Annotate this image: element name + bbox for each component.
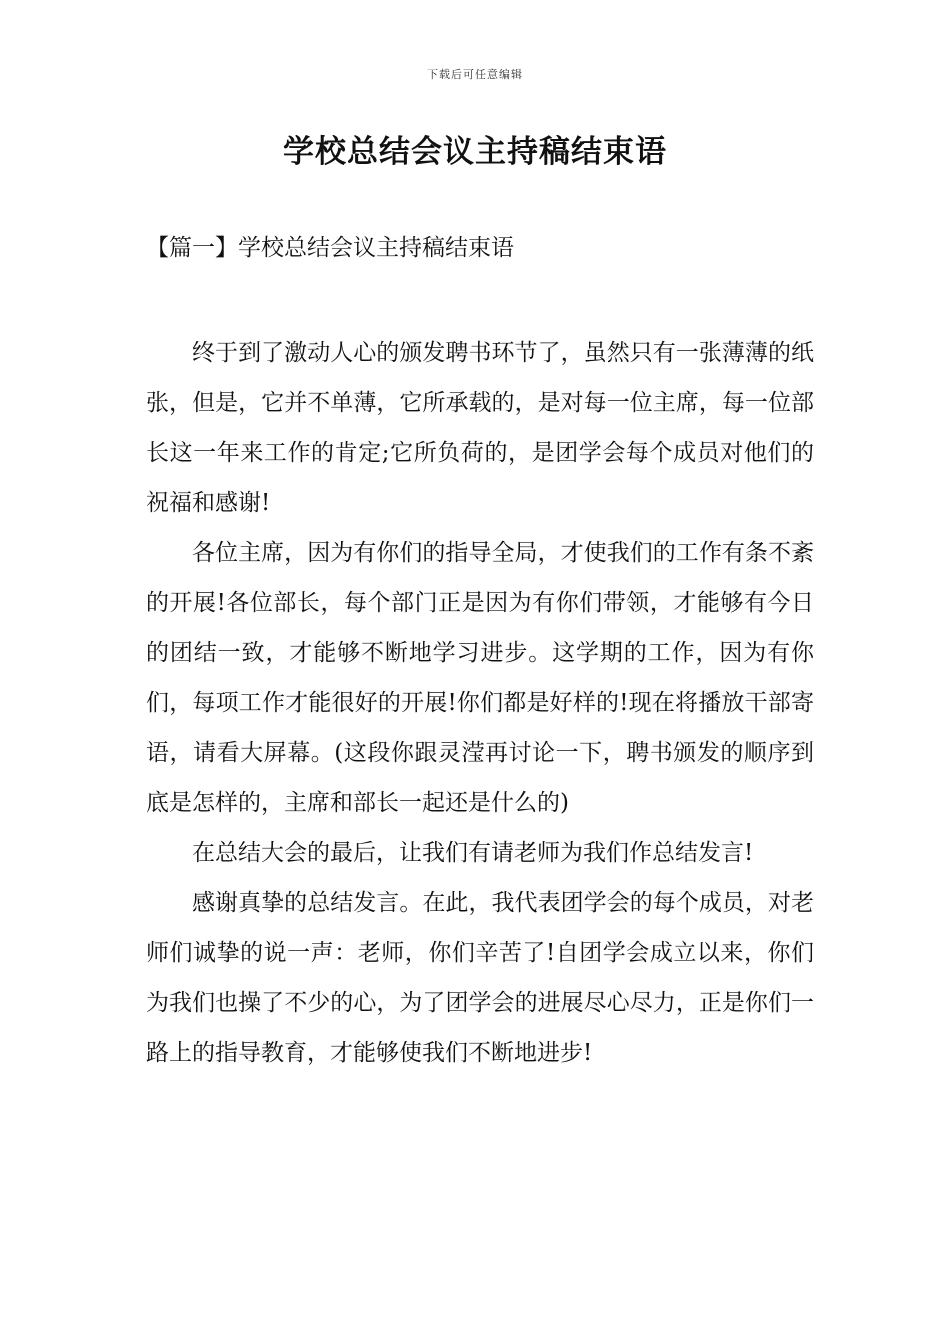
section-heading: 【篇一】学校总结会议主持稿结束语: [146, 235, 514, 261]
paragraph: 各位主席，因为有你们的指导全局，才使我们的工作有条不紊的开展!各位部长，每个部门正是因为有你们带领，才能够有今日的团结一致，才能够不断地学习进步。这学期的工作，因为有你们，每项工作才能很好的开展!你们都是好样的!现在将播放干部寄语，请看大屏幕。(这段你跟灵滢再讨论一下，聘书颁发的顺序到底是怎样的，主席和部长一起还是什么的): [146, 540, 814, 816]
paragraph: 在总结大会的最后，让我们有请老师为我们作总结发言!: [192, 840, 754, 866]
paragraph: 感谢真挚的总结发言。在此，我代表团学会的每个成员，对老师们诚挚的说一声：老师，你们辛苦了!自团学会成立以来，你们为我们也操了不少的心，为了团学会的进展尽心尽力，正是你们一路上的指导教育，才能够使我们不断地进步!: [146, 890, 814, 1066]
document-title: 学校总结会议主持稿结束语: [283, 134, 667, 170]
header-note: 下载后可任意编辑: [427, 68, 523, 81]
body-text: [146, 328, 814, 1078]
paragraph: 终于到了激动人心的颁发聘书环节了，虽然只有一张薄薄的纸张，但是，它并不单薄，它所承载的，是对每一位主席，每一位部长这一年来工作的肯定;它所负荷的，是团学会每个成员对他们的祝福和感谢!: [146, 340, 814, 516]
